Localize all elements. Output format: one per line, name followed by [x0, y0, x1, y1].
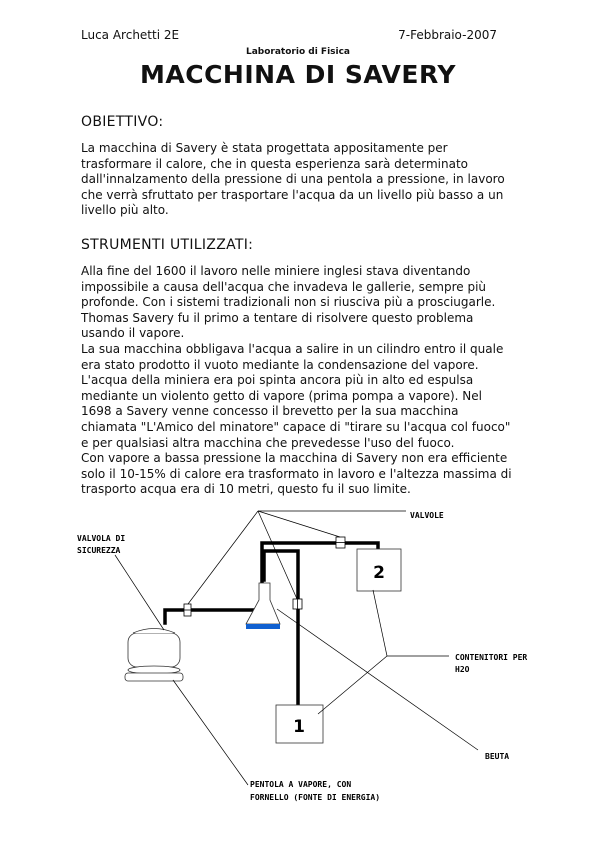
savery-machine-diagram [0, 500, 596, 830]
svg-text:1: 1 [293, 717, 305, 737]
label-valvole: VALVOLE [410, 511, 444, 520]
label-valvola-di-sicurezza: VALVOLA DI [77, 534, 126, 543]
document-subtitle: Laboratorio di Fisica [245, 47, 350, 57]
flask [246, 583, 280, 629]
pressure-cooker [125, 629, 183, 682]
document-title: MACCHINA DI SAVERY [140, 60, 456, 89]
container-2 [357, 549, 401, 591]
valve-icon [336, 537, 345, 548]
label-pentola-2: FORNELLO (FONTE DI ENERGIA) [250, 793, 381, 802]
document-date: 7-Febbraio-2007 [398, 28, 497, 42]
strumenti-text [81, 264, 513, 498]
label-valvola-di-sicurezza-2: SICUREZZA [77, 546, 121, 555]
delivery-pipe [264, 551, 298, 708]
label-contenitori-2: H2O [455, 665, 470, 674]
container-1 [276, 705, 323, 743]
strumenti-heading: STRUMENTI UTILIZZATI: [81, 237, 254, 253]
svg-text:2: 2 [373, 563, 385, 583]
strumenti-paragraph: Con vapore a bassa pressione la macchina di Savery non era efficiente solo il 10-15% di calore era trasformato in lavoro e l'altezza massima di trasporto acqua era di 10 metri, questo fu il suo limite. [81, 451, 512, 497]
valve-icon [184, 604, 191, 616]
author-name: Luca Archetti 2E [81, 28, 180, 42]
label-pentola: PENTOLA A VAPORE, CON [250, 780, 352, 789]
label-beuta: BEUTA [485, 752, 510, 761]
strumenti-paragraph: Alla fine del 1600 il lavoro nelle miniere inglesi stava diventando impossibile a causa dell'acqua che invadeva le gallerie, sempre più profonde. Con i sistemi tradizionali non si riusciva più a prosciugarle. Thomas Savery fu il primo a tentare di risolvere questo problema usando il vapore. [81, 264, 496, 341]
valve-icon [293, 599, 302, 609]
label-contenitori: CONTENITORI PER [455, 653, 528, 662]
strumenti-paragraph: La sua macchina obbligava l'acqua a salire in un cilindro entro il quale era stato prodotto il vuoto mediante la condensazione del vapore. L'acqua della miniera era poi spinta ancora più in alto ed espulsa mediante un violento getto di vapore (prima pompa a vapore). Nel 1698 a Savery venne concesso il brevetto per la sua macchina chiamata "L'Amico del minatore" capace di "tirare su l'acqua col fuoco" e per qualsiasi altra macchina che prevedesse l'uso del fuoco. [81, 341, 511, 450]
obiettivo-heading: OBIETTIVO: [81, 114, 164, 130]
obiettivo-text: La macchina di Savery è stata progettata appositamente per trasformare il calore, che in questa esperienza sarà determinato dall'innalzamento della pressione di una pentola a pressione, in lavoro che verrà sfruttato per trasportare l'acqua da un livello più basso a un livello più alto. [81, 141, 505, 218]
